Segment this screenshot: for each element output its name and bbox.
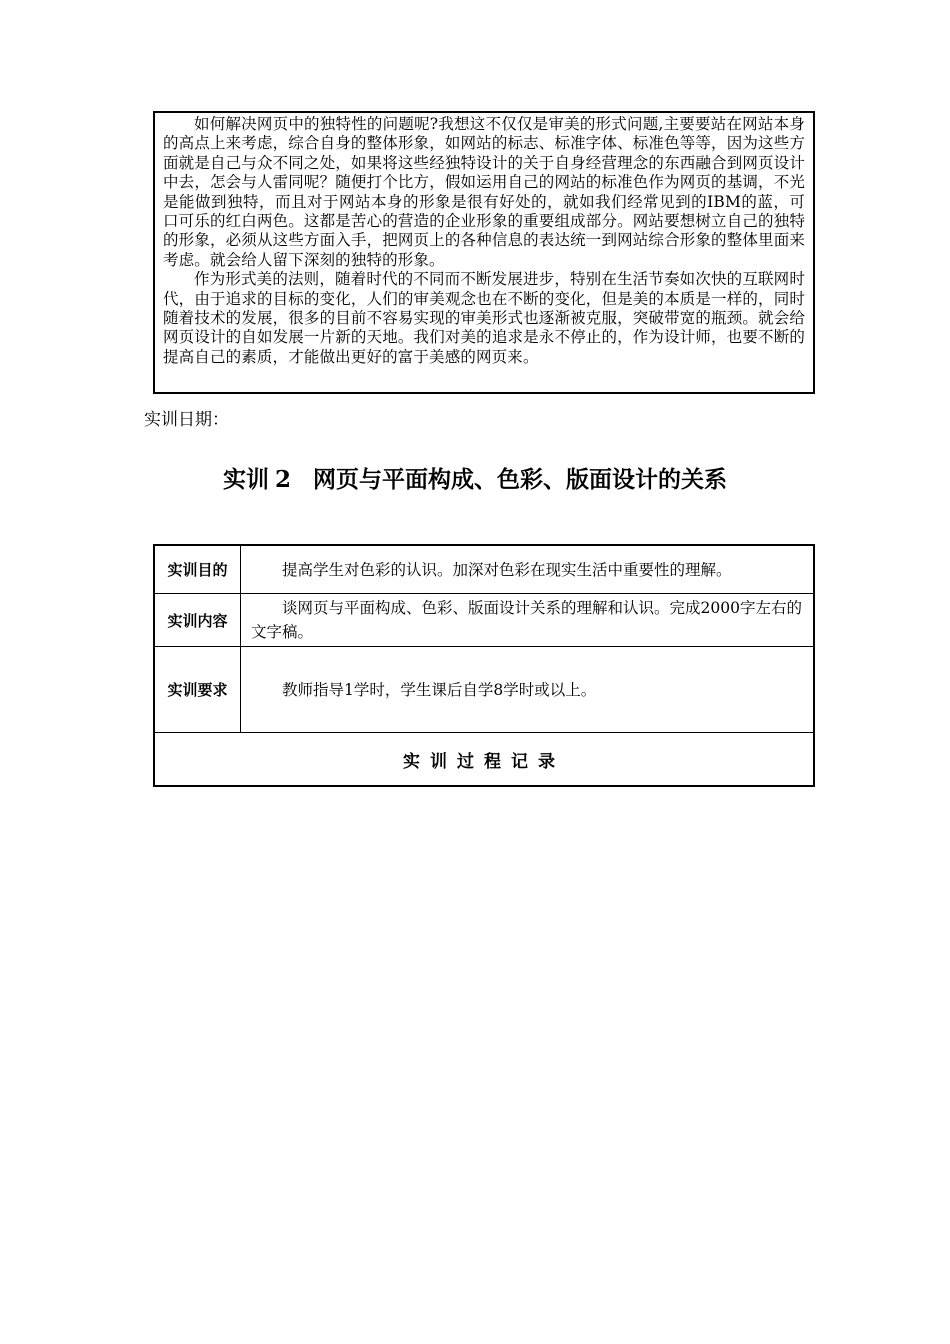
content-content: 谈网页与平面构成、色彩、版面设计关系的理解和认识。完成2000字左右的文字稿。: [241, 594, 815, 647]
table-row-record: [154, 733, 814, 787]
essay-box: [153, 111, 815, 394]
objective-content: 提高学生对色彩的认识。加深对色彩在现实生活中重要性的理解。: [241, 545, 815, 594]
requirement-content: 教师指导1学时，学生课后自学8学时或以上。: [241, 647, 815, 733]
section-title: [0, 462, 950, 498]
record-header: 实训过程记录: [154, 733, 814, 787]
objective-label: 实训目的: [154, 545, 241, 594]
section-title-number: 2: [274, 466, 291, 493]
section-title-prefix: 实训: [222, 466, 269, 493]
essay-paragraph-1: 如何解决网页中的独特性的问题呢?我想这不仅仅是审美的形式问题,主要要站在网站本身的高点上来考虑，综合自身的整体形象，如网站的标志、标准字体、标准色等等，因为这些方面就是自己与众不同之处，如果将这些经独特设计的关于自身经营理念的东西融合到网页设计中去，怎会与人雷同呢？随便打个比方，假如运用自己的网站的标准色作为网页的基调，不光是能做到独特，而且对于网站本身的形象是很有好处的，就如我们经常见到的IBM的蓝，可口可乐的红白两色。这都是苦心的营造的企业形象的重要组成部分。网站要想树立自己的独特的形象，必须从这些方面入手，把网页上的各种信息的表达统一到网站综合形象的整体里面来考虑。就会给人留下深刻的独特的形象。: [163, 115, 805, 269]
essay-paragraph-2: 作为形式美的法则，随着时代的不同而不断发展进步，特别在生活节奏如次快的互联网时代，由于追求的目标的变化，人们的审美观念也在不断的变化，但是美的本质是一样的，同时随着技术的发展，很多的目前不容易实现的审美形式也逐渐被克服，突破带宽的瓶颈。就会给网页设计的自如发展一片新的天地。我们对美的追求是永不停止的，作为设计师，也要不断的提高自己的素质，才能做出更好的富于美感的网页来。: [163, 270, 805, 366]
table-row-objective: [154, 545, 814, 594]
requirement-label: 实训要求: [154, 647, 241, 733]
training-table: [153, 544, 815, 787]
section-title-text: 网页与平面构成、色彩、版面设计的关系: [313, 466, 727, 493]
table-row-content: [154, 594, 814, 647]
training-date-label: 实训日期：: [144, 410, 229, 430]
content-label: 实训内容: [154, 594, 241, 647]
table-row-requirement: [154, 647, 814, 733]
